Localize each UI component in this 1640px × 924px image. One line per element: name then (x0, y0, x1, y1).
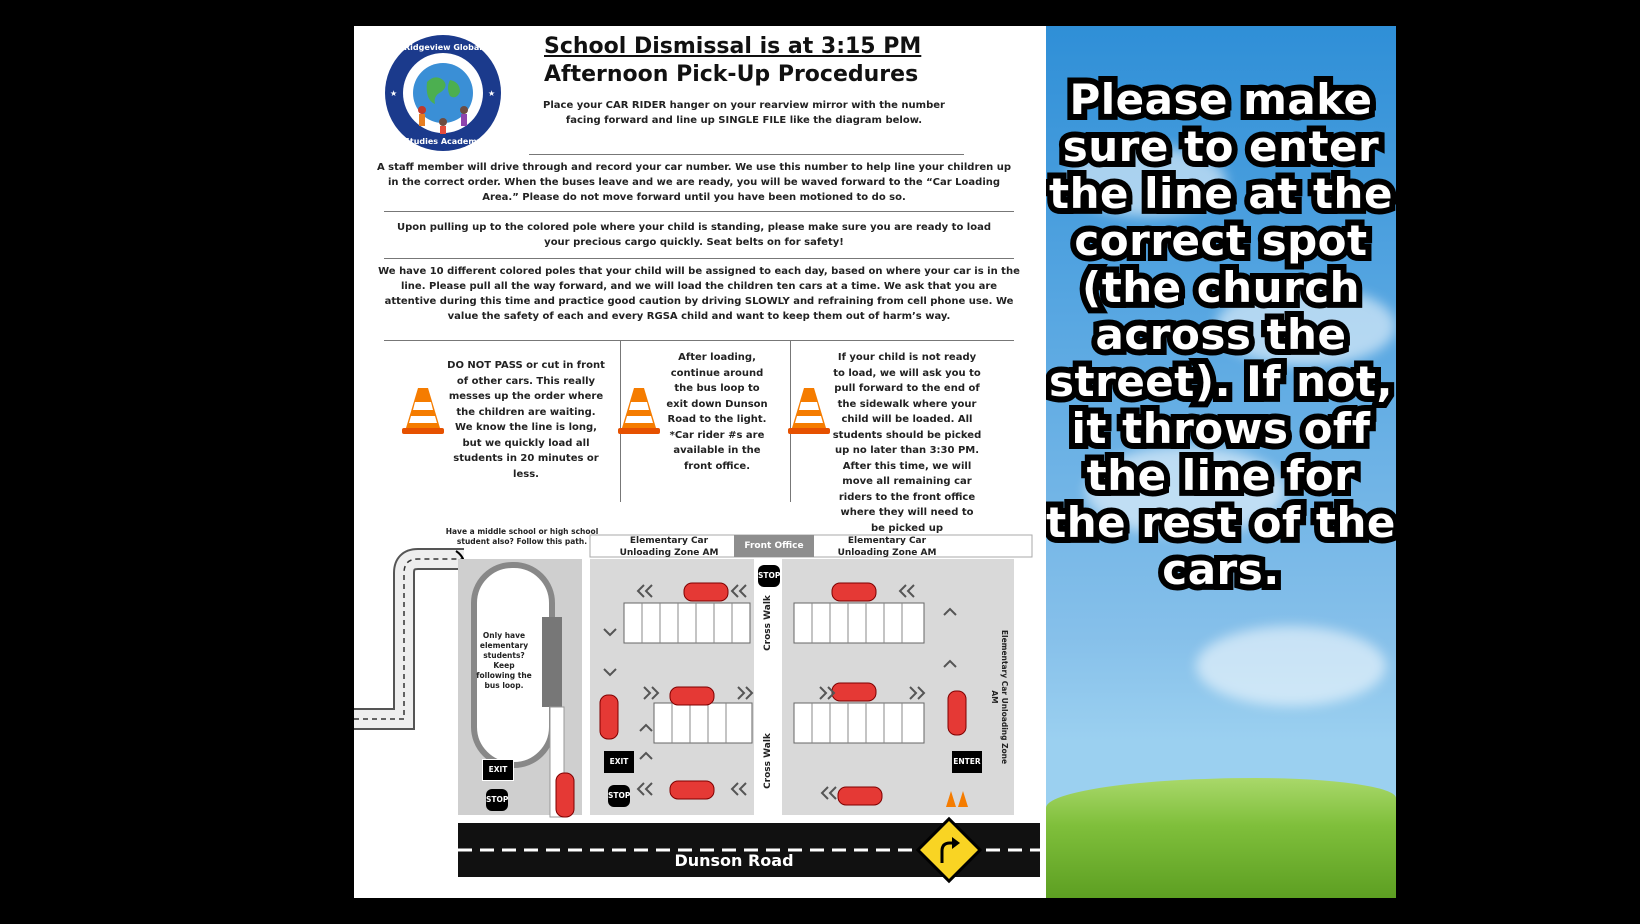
poles-paragraph: We have 10 different colored poles that your child will be assigned to each day, based on where your car is in the line. Please pull all the way forward, and we will load the children ten cars at a time. We ask that you are attentive during this time and practice good caution by driving SLOWLY and refraining from cell phone use. We value the safety of each and every RGSA child and want to keep them out of harm’s way. (378, 266, 1020, 322)
zone-left-label: Elementary Car Unloading Zone AM (619, 536, 719, 558)
divider (384, 211, 1014, 212)
crosswalk-bottom-label: Cross Walk (763, 733, 773, 789)
reminder-panel (1046, 26, 1396, 898)
intro-text: Place your CAR RIDER hanger on your rearview mirror with the number facing forward and line up SINGLE FILE like the diagram below. (543, 100, 945, 126)
zone-vertical-label: Elementary Car Unloading Zone AM (990, 629, 1009, 765)
middle-school-note: Have a middle school or high school student also? Follow this path. (445, 527, 599, 546)
loading-paragraph: Upon pulling up to the colored pole where your child is standing, please make sure you are ready to load your precious cargo quickly. Seat belts on for safety! (397, 222, 991, 248)
do-not-pass-text: DO NOT PASS or cut in front of other cars. This really messes up the order where the children are waiting. We know the line is long, but we quickly load all students in 20 minutes or less. (447, 360, 605, 480)
road-name-label: Dunson Road (674, 851, 794, 870)
crosswalk-top-label: Cross Walk (763, 595, 773, 651)
zone-right-label: Elementary Car Unloading Zone AM (837, 536, 937, 558)
after-loading-text: After loading, continue around the bus loop to exit down Dunson Road to the light. *Car rider #s are available in the front office. (666, 352, 768, 472)
traffic-cone-icon (616, 384, 662, 436)
stop-sign: STOP (758, 565, 780, 587)
exit-sign-left: EXIT (482, 759, 514, 781)
grass-strip (1046, 778, 1396, 898)
traffic-cone-icon (786, 384, 832, 436)
school-logo (382, 32, 504, 154)
cloud (1196, 626, 1386, 706)
traffic-cone-icon (400, 384, 446, 436)
svg-text:Studies Academy: Studies Academy (404, 137, 482, 146)
front-office-label: Front Office (744, 541, 804, 551)
procedures-title: Afternoon Pick-Up Procedures (544, 62, 919, 87)
reminder-message: Please make sure to enter the line at the correct spot (the church across the street). If not, it throws off the line for the rest of the cars. (1046, 75, 1396, 594)
elementary-only-note: Only have elementary students? Keep following the bus loop. (476, 631, 532, 690)
dismissal-time-title: School Dismissal is at 3:15 PM (544, 34, 922, 59)
divider (384, 340, 1014, 341)
svg-text:★: ★ (390, 89, 398, 98)
staff-paragraph: A staff member will drive through and record your car number. We use this number to help line your children up in the correct order. When the buses leave and we are ready, you will be waved forward to the “Car Loading Area.” Please do not move forward until you have been motioned to do so. (376, 162, 1012, 203)
svg-text:Ridgeview Global: Ridgeview Global (403, 43, 483, 52)
stop-sign: STOP (608, 785, 630, 807)
route-map (354, 521, 1046, 898)
stop-sign: STOP (486, 789, 508, 811)
not-ready-text: If your child is not ready to load, we will ask you to pull forward to the end of the sidewalk where your child will be loaded. All students should be picked up no later than 3:30 PM. After this time, we will move all remaining car riders to the front office where they will need to be picked up (832, 352, 982, 534)
divider (529, 154, 964, 155)
enter-sign: ENTER (952, 751, 982, 773)
pickup-route-diagram (354, 521, 1046, 898)
divider (384, 258, 1014, 259)
exit-sign-right: EXIT (604, 751, 634, 773)
svg-text:★: ★ (488, 89, 496, 98)
procedures-document (354, 26, 1046, 898)
